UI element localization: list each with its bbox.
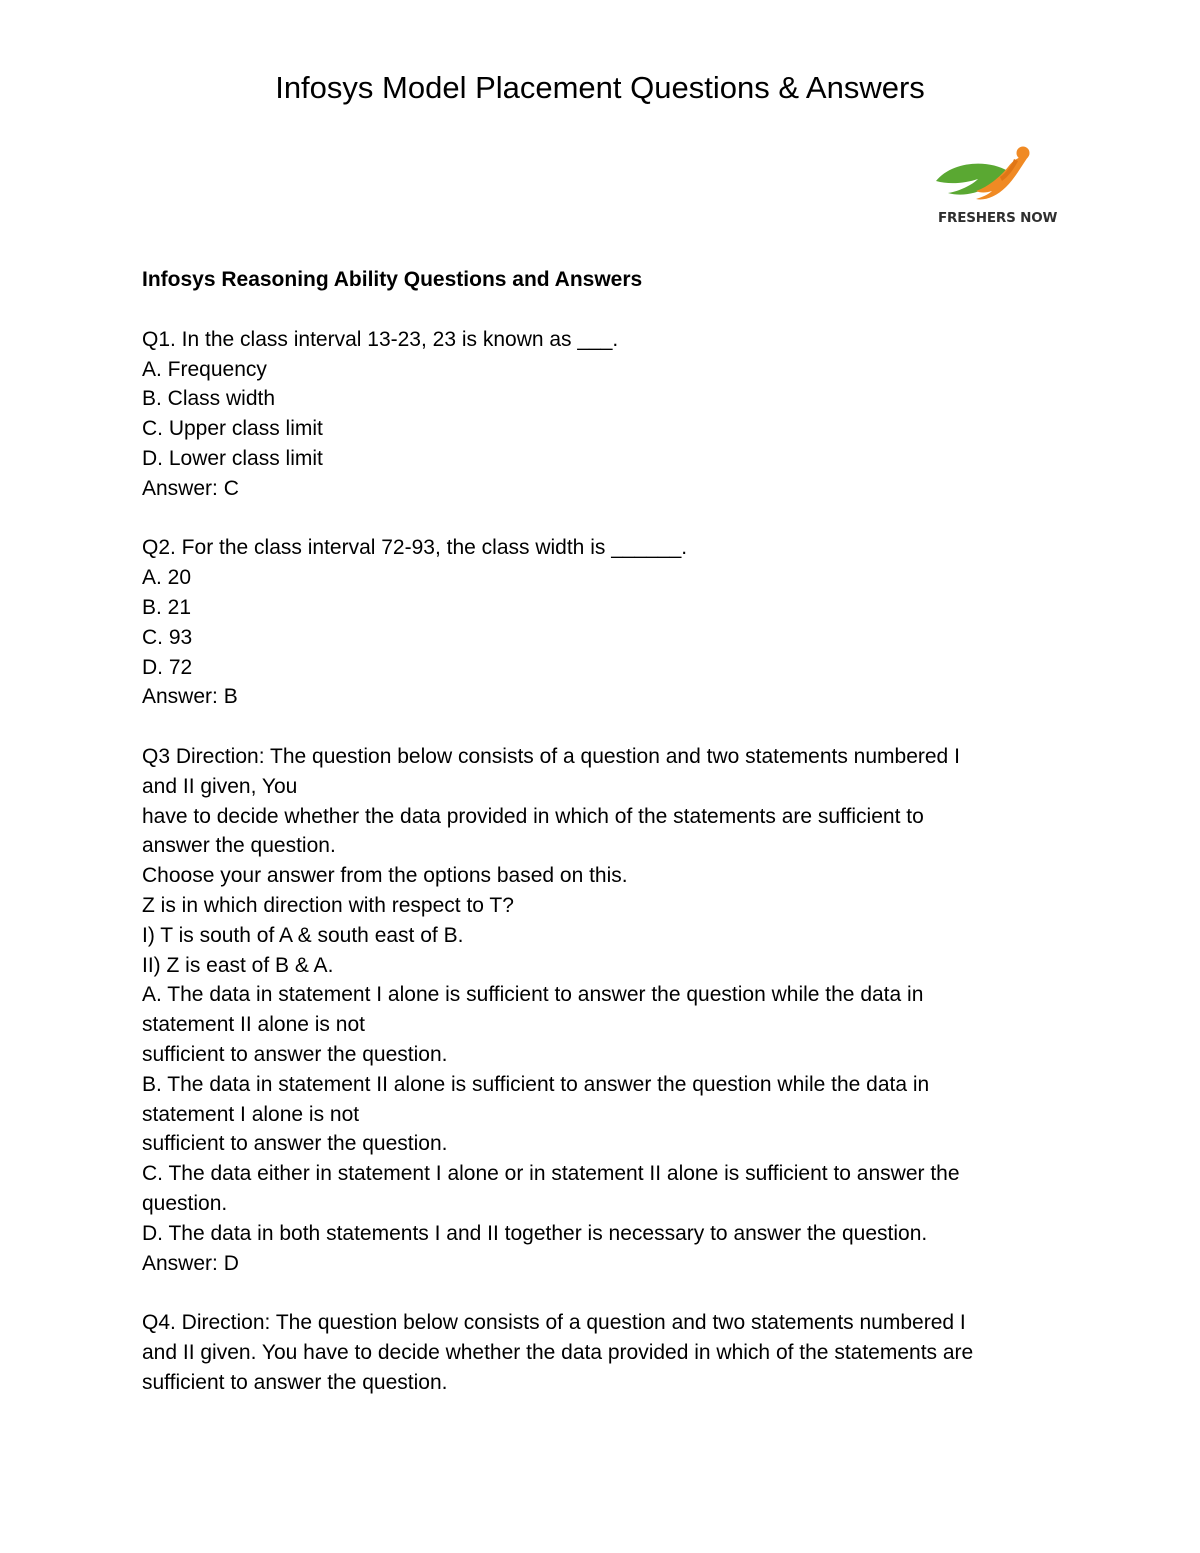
question-line: statement II alone is not [142, 1013, 365, 1037]
question-line: and II given, You [142, 774, 298, 798]
question-line: C. Upper class limit [142, 417, 323, 441]
freshers-now-logo [930, 143, 1058, 229]
question-line: D. The data in both statements I and II together is necessary to answer the question. [142, 1221, 928, 1245]
question-line: sufficient to answer the question. [142, 1132, 448, 1156]
question-line: C. The data either in statement I alone or in statement II alone is sufficient to answer the [142, 1162, 960, 1186]
question-line: B. 21 [142, 595, 192, 619]
question-line: Answer: C [142, 476, 239, 500]
question-line: B. Class width [142, 387, 276, 411]
question-block [142, 742, 1042, 1278]
question-line: Q3 Direction: The question below consists of a question and two statements numbered I [142, 744, 960, 768]
question-line: A. Frequency [142, 357, 267, 381]
question-line: A. 20 [142, 566, 192, 590]
logo-text: FRESHERS NOW [938, 210, 1058, 226]
question-line: answer the question. [142, 834, 336, 858]
question-line: D. Lower class limit [142, 446, 323, 470]
question-line: B. The data in statement II alone is sufficient to answer the question while the data in [142, 1072, 930, 1096]
questions-list [142, 325, 1042, 1398]
question-block [142, 533, 1042, 712]
question-line: sufficient to answer the question. [142, 1370, 448, 1394]
page-title: Infosys Model Placement Questions & Answers [275, 70, 925, 105]
question-line: question. [142, 1191, 228, 1215]
section-heading: Infosys Reasoning Ability Questions and Answers [142, 268, 643, 291]
question-line: Q1. In the class interval 13-23, 23 is known as ___. [142, 327, 619, 351]
question-line: Q4. Direction: The question below consists of a question and two statements numbered I [142, 1311, 966, 1335]
question-block [142, 325, 1042, 504]
question-line: Choose your answer from the options based on this. [142, 864, 628, 888]
question-line: Answer: D [142, 1251, 239, 1275]
question-line: A. The data in statement I alone is sufficient to answer the question while the data in [142, 983, 924, 1007]
question-line: Z is in which direction with respect to T? [142, 893, 514, 917]
question-line: have to decide whether the data provided in which of the statements are sufficient to [142, 804, 924, 828]
question-block [142, 1308, 1042, 1397]
question-line: statement I alone is not [142, 1102, 360, 1126]
question-line: Q2. For the class interval 72-93, the class width is ______. [142, 536, 688, 560]
document-body [142, 265, 1042, 1427]
question-line: I) T is south of A & south east of B. [142, 923, 464, 947]
question-line: II) Z is east of B & A. [142, 953, 334, 977]
question-line: sufficient to answer the question. [142, 1042, 448, 1066]
freshers-now-leaf-figure-icon [930, 143, 1042, 213]
question-line: D. 72 [142, 655, 193, 679]
question-line: and II given. You have to decide whether the data provided in which of the statements are [142, 1340, 974, 1364]
question-line: Answer: B [142, 685, 238, 709]
question-line: C. 93 [142, 625, 193, 649]
